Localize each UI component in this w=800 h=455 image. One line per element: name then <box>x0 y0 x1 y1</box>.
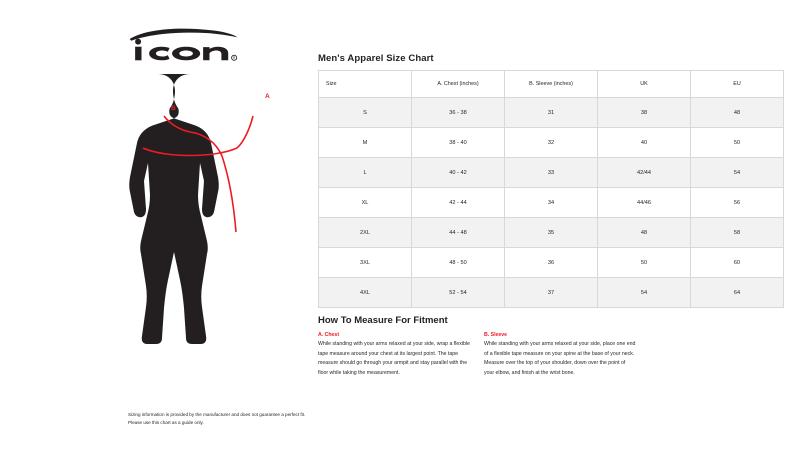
table-body <box>319 98 784 308</box>
cell-sleeve: 36 <box>505 248 598 278</box>
table-row <box>319 278 784 308</box>
cell-uk: 40 <box>598 128 691 158</box>
disclaimer-line-1: Sizing information is provided by the manufacturer and does not guarantee a perfect fit. <box>128 412 306 417</box>
cell-sleeve: 35 <box>505 218 598 248</box>
cell-uk: 44/46 <box>598 188 691 218</box>
cell-sleeve: 37 <box>505 278 598 308</box>
cell-size: 4XL <box>319 278 412 308</box>
cell-eu: 56 <box>691 188 784 218</box>
cell-eu: 54 <box>691 158 784 188</box>
page-title: Men's Apparel Size Chart <box>318 53 434 64</box>
cell-size: L <box>319 158 412 188</box>
cell-size: 2XL <box>319 218 412 248</box>
note-sleeve <box>484 332 636 379</box>
cell-sleeve: 33 <box>505 158 598 188</box>
note-chest <box>318 332 470 379</box>
cell-eu: 58 <box>691 218 784 248</box>
table-row <box>319 128 784 158</box>
column-header-eu: EU <box>691 71 784 98</box>
male-body-figure <box>120 72 260 390</box>
cell-chest: 38 - 40 <box>412 128 505 158</box>
cell-chest: 42 - 44 <box>412 188 505 218</box>
table-row <box>319 158 784 188</box>
table-row <box>319 218 784 248</box>
cell-chest: 52 - 54 <box>412 278 505 308</box>
cell-sleeve: 34 <box>505 188 598 218</box>
howto-title: How To Measure For Fitment <box>318 315 448 326</box>
column-header-sleeve: B. Sleeve (inches) <box>505 71 598 98</box>
cell-eu: 60 <box>691 248 784 278</box>
disclaimer-line-2: Please use this chart as a guide only. <box>128 420 204 426</box>
cell-chest: 44 - 48 <box>412 218 505 248</box>
cell-size: 3XL <box>319 248 412 278</box>
cell-sleeve: 32 <box>505 128 598 158</box>
svg-text:R: R <box>232 56 236 61</box>
cell-eu: 48 <box>691 98 784 128</box>
table-row <box>319 248 784 278</box>
disclaimer <box>128 411 308 427</box>
cell-uk: 38 <box>598 98 691 128</box>
callout-label-b: B <box>171 105 176 112</box>
cell-eu: 64 <box>691 278 784 308</box>
cell-uk: 48 <box>598 218 691 248</box>
cell-chest: 40 - 42 <box>412 158 505 188</box>
table-header <box>319 71 784 98</box>
column-header-uk: UK <box>598 71 691 98</box>
size-chart-table <box>318 70 784 308</box>
cell-size: S <box>319 98 412 128</box>
note-sleeve-label: B. Sleeve <box>484 332 508 338</box>
cell-sleeve: 31 <box>505 98 598 128</box>
table-row <box>319 98 784 128</box>
cell-chest: 48 - 50 <box>412 248 505 278</box>
right-panel <box>318 0 784 455</box>
cell-size: M <box>319 128 412 158</box>
column-header-size: Size <box>319 71 412 98</box>
cell-uk: 42/44 <box>598 158 691 188</box>
note-sleeve-body: While standing with your arms relaxed at your side, place one end of a flexible tape measure on your spine at the base of your neck. Measure over the top of your shoulder, down over the point of your elbow, and finish at the wrist bone. <box>484 341 636 376</box>
column-header-chest: A. Chest (inches) <box>412 71 505 98</box>
cell-uk: 50 <box>598 248 691 278</box>
icon-logo <box>128 28 240 62</box>
table-row <box>319 188 784 218</box>
cell-eu: 50 <box>691 128 784 158</box>
note-chest-label: A. Chest <box>318 332 340 338</box>
cell-uk: 54 <box>598 278 691 308</box>
cell-chest: 36 - 38 <box>412 98 505 128</box>
note-chest-body: While standing with your arms relaxed at your side, wrap a flexible tape measure around your chest at its largest point. The tape measure should go through your armpit and stay parallel with the floor while taking the measurement. <box>318 341 470 376</box>
left-panel <box>0 0 306 455</box>
cell-size: XL <box>319 188 412 218</box>
table-header-row <box>319 71 784 98</box>
callout-label-a: A <box>265 93 270 100</box>
